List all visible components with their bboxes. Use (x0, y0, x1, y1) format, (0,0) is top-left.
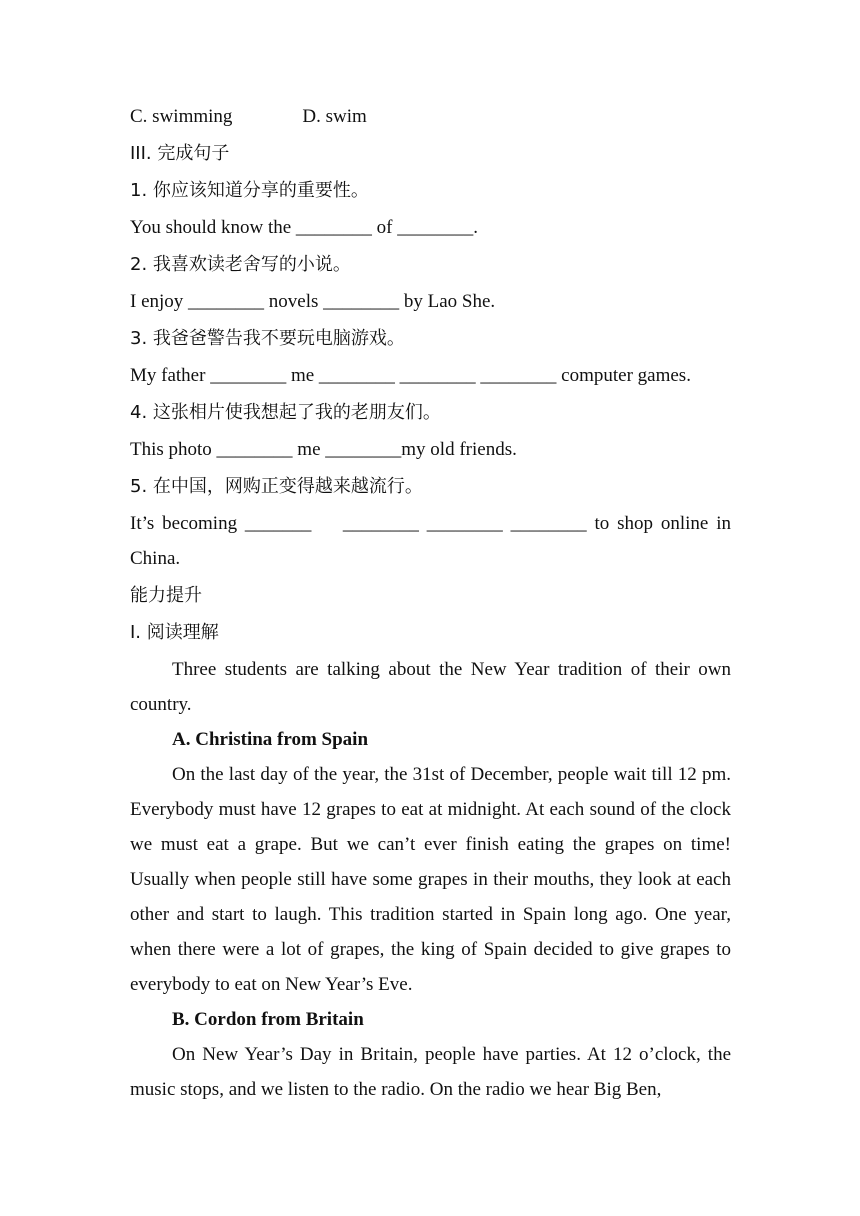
sentence-4-english: This photo ________ me ________my old friends. (130, 439, 517, 460)
sentence-1-english: You should know the ________ of ________. (130, 217, 479, 238)
sentence-2-english: I enjoy ________ novels ________ by Lao She. (130, 291, 496, 312)
option-c: C. swimming (130, 106, 233, 127)
sentence-2-chinese: 2. 我喜欢读老舍写的小说。 (130, 254, 351, 275)
part-b-text: On New Year’s Day in Britain, people have parties. At 12 o’clock, the music stops, and we listen to the radio. On the radio we hear Big Ben, (130, 1044, 731, 1100)
option-d: D. swim (302, 106, 367, 127)
ability-section-title: 能力提升 (130, 585, 202, 606)
worksheet-page (130, 99, 736, 1107)
section-title-complete-sentences: III. 完成句子 (130, 143, 230, 164)
reading-intro: Three students are talking about the New Year tradition of their own country. (130, 659, 731, 715)
part-a-text: On the last day of the year, the 31st of December, people wait till 12 pm. Everybody must have 12 grapes to eat at midnight. At each sound of the clock we must eat a grape. But we can’t ever finish eating the grapes on time! Usually when people still have some grapes in their mouths, they look at each other and start to laugh. This tradition started in Spain long ago. One year, when there were a lot of grapes, the king of Spain decided to give grapes to everybody to eat on New Year’s Eve. (130, 764, 731, 995)
reading-comprehension-title: Ⅰ. 阅读理解 (130, 622, 219, 643)
part-b-title: B. Cordon from Britain (172, 1009, 364, 1030)
part-a-title: A. Christina from Spain (172, 729, 369, 750)
sentence-1-chinese: 1. 你应该知道分享的重要性。 (130, 180, 369, 201)
options-row (130, 99, 731, 136)
sentence-3-english: My father ________ me ________ ________ ________ computer games. (130, 365, 691, 386)
sentence-5-chinese: 5. 在中国，网购正变得越来越流行。 (130, 476, 423, 497)
sentence-5-english: It’s becoming _______ ________ ________ ________ to shop online in China. (130, 513, 736, 569)
sentence-3-chinese: 3. 我爸爸警告我不要玩电脑游戏。 (130, 328, 405, 349)
sentence-4-chinese: 4. 这张相片使我想起了我的老朋友们。 (130, 402, 441, 423)
